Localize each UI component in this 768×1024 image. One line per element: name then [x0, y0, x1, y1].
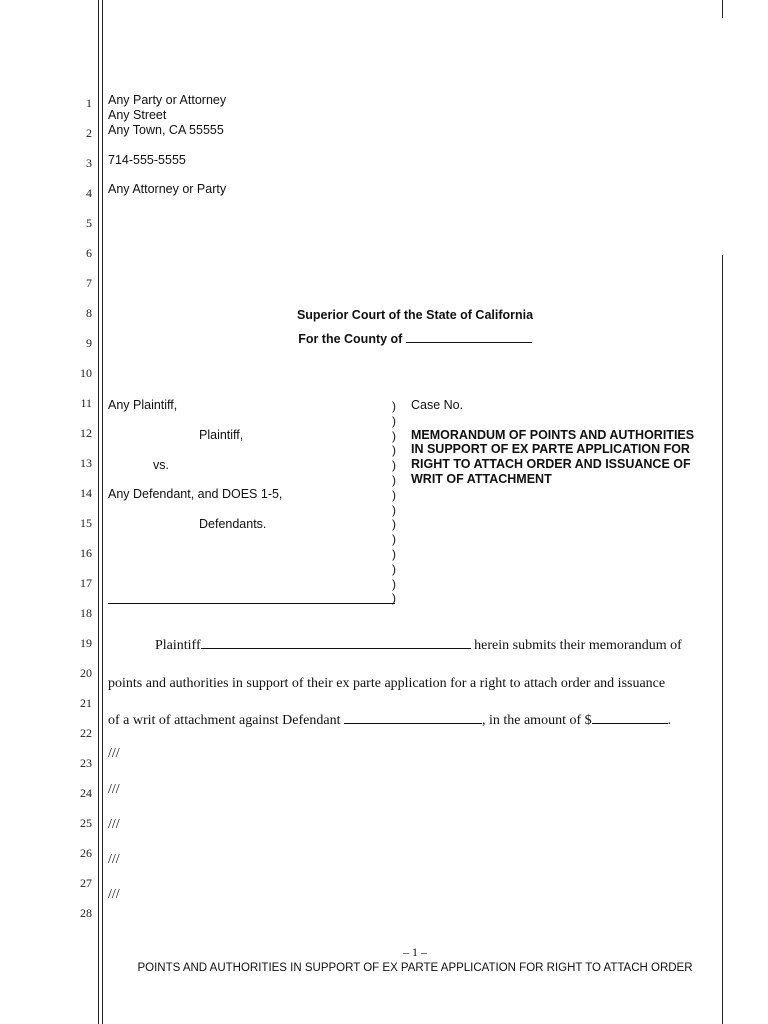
versus-label: vs. — [153, 458, 169, 472]
line-number: 25 — [80, 816, 92, 830]
attorney-name: Any Party or Attorney — [108, 93, 227, 107]
body-line-1-end: herein submits their memorandum of — [470, 638, 682, 653]
plaintiff-blank — [201, 636, 471, 649]
line-number: 13 — [80, 456, 92, 470]
caption-paren: ) — [392, 399, 396, 413]
body-line-2: points and authorities in support of their ex parte application for a right to attach order and issuance — [108, 676, 666, 691]
document-title-line: IN SUPPORT OF EX PARTE APPLICATION FOR — [411, 442, 690, 456]
right-margin-rule-top — [722, 0, 723, 18]
document-title-line: MEMORANDUM OF POINTS AND AUTHORITIES — [411, 428, 695, 442]
line-number: 24 — [80, 786, 92, 800]
plaintiff-name: Any Plaintiff, — [108, 398, 178, 412]
document-title-line: WRIT OF ATTACHMENT — [411, 472, 552, 486]
body-line-1 — [155, 636, 682, 654]
caption-paren: ) — [392, 443, 396, 458]
footer-title: POINTS AND AUTHORITIES IN SUPPORT OF EX PARTE APPLICATION FOR RIGHT TO ATTACH ORDER — [137, 962, 693, 974]
line-number: 19 — [80, 636, 92, 650]
page-number: – 1 – — [403, 945, 427, 959]
caption-paren: ) — [392, 487, 396, 502]
caption-paren: ) — [392, 576, 396, 591]
caption-paren: ) — [392, 473, 396, 487]
document-title-line: RIGHT TO ATTACH ORDER AND ISSUANCE OF — [411, 457, 691, 471]
attorney-for: Any Attorney or Party — [108, 182, 227, 196]
line-number: 15 — [80, 516, 92, 530]
line-number: 17 — [80, 576, 92, 590]
continuation-slashes: /// — [108, 817, 120, 832]
line-number: 16 — [80, 546, 92, 560]
line-number: 7 — [86, 276, 92, 290]
attorney-phone: 714-555-5555 — [108, 153, 186, 167]
line-number: 18 — [80, 606, 92, 620]
defendant-label: Defendants. — [199, 517, 267, 531]
line-number: 20 — [80, 666, 92, 680]
defendant-blank — [344, 711, 482, 724]
body-line-3-mid: , in the amount of $ — [481, 713, 592, 728]
line-number: 14 — [80, 486, 92, 500]
body-line-3-end: . — [667, 713, 672, 728]
caption-paren: ) — [392, 502, 396, 517]
line-number: 9 — [86, 336, 92, 350]
case-number-label: Case No. — [411, 398, 464, 412]
line-number: 27 — [80, 876, 92, 890]
caption-paren: ) — [392, 428, 396, 443]
caption-paren: ) — [392, 591, 396, 606]
line-number: 12 — [80, 426, 92, 440]
caption-paren: ) — [392, 413, 396, 428]
body-line-3 — [108, 711, 671, 729]
caption-bottom-rule — [108, 603, 395, 604]
right-margin-rule — [722, 255, 723, 1024]
attorney-city: Any Town, CA 55555 — [108, 123, 224, 137]
caption-paren: ) — [392, 517, 396, 532]
line-number: 6 — [86, 246, 92, 260]
caption-paren: ) — [392, 561, 396, 576]
court-name: Superior Court of the State of California — [296, 308, 534, 322]
line-number: 5 — [86, 216, 92, 230]
line-number: 28 — [80, 906, 92, 920]
line-number: 22 — [80, 726, 92, 740]
amount-blank — [592, 711, 668, 724]
body-plaintiff-label: Plaintiff — [155, 638, 201, 653]
continuation-slashes: /// — [108, 782, 120, 797]
caption-paren: ) — [392, 458, 396, 473]
left-margin-rule-inner — [102, 0, 103, 1024]
line-number: 3 — [86, 156, 92, 170]
attorney-street: Any Street — [108, 108, 167, 122]
continuation-slashes: /// — [108, 852, 120, 867]
line-number: 26 — [80, 846, 92, 860]
line-number: 2 — [86, 126, 92, 140]
line-number: 10 — [80, 366, 92, 380]
court-county — [100, 330, 730, 346]
line-number: 23 — [80, 756, 92, 770]
line-number: 8 — [86, 306, 92, 320]
caption-paren: ) — [392, 547, 396, 561]
defendant-name: Any Defendant, and DOES 1-5, — [108, 487, 283, 501]
county-label: For the County of — [298, 332, 406, 346]
line-number: 11 — [80, 396, 92, 410]
plaintiff-label: Plaintiff, — [199, 428, 244, 442]
left-margin-rule-outer — [98, 0, 99, 1024]
line-number: 4 — [86, 186, 92, 200]
county-blank — [406, 330, 532, 343]
body-line-3-start: of a writ of attachment against Defendant — [108, 713, 344, 728]
line-number: 1 — [86, 96, 92, 110]
line-number: 21 — [80, 696, 92, 710]
continuation-slashes: /// — [108, 887, 120, 902]
caption-paren: ) — [392, 532, 396, 547]
continuation-slashes: /// — [108, 746, 120, 761]
